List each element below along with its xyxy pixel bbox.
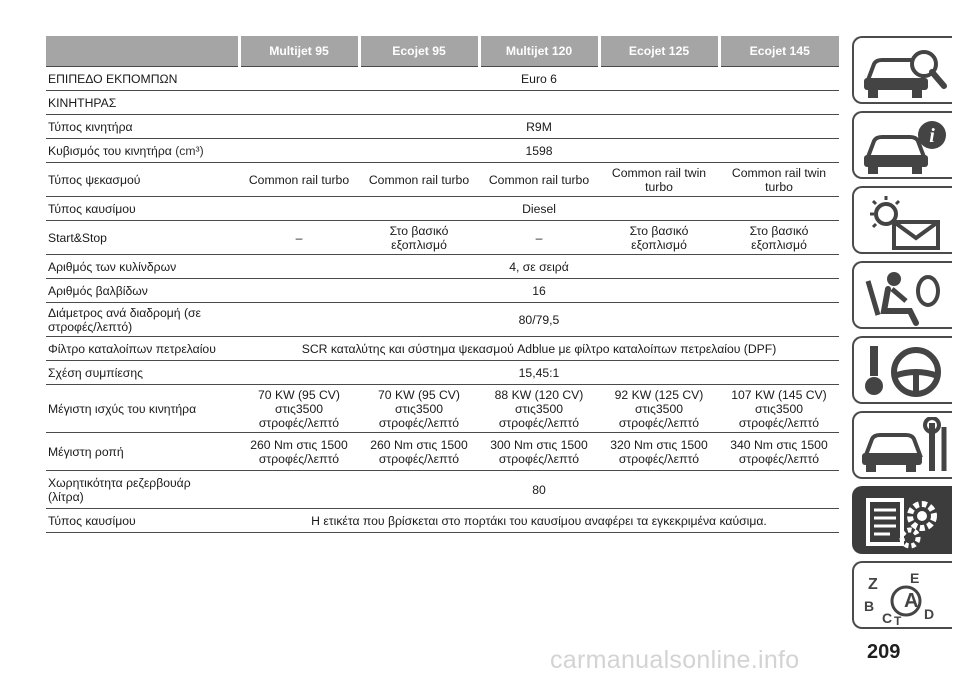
torque-at: στις: [296, 437, 318, 452]
power-rpm: 3500: [295, 401, 324, 416]
torque-unit: στροφές/λεπτό: [618, 451, 700, 466]
row-label: ΚΙΝΗΤΗΡΑΣ: [46, 91, 239, 115]
cell-power: [239, 385, 359, 433]
row-valves: [46, 279, 839, 303]
row-label-cell: [46, 303, 239, 337]
row-value: R9M: [239, 115, 839, 139]
cell-value: –: [239, 221, 359, 255]
torque-unit: στροφές/λεπτό: [258, 451, 340, 466]
cell-value: Στο βασικό εξοπλισμό: [359, 221, 479, 255]
row-bore-stroke: [46, 303, 839, 337]
tab-car-info[interactable]: [852, 111, 952, 179]
torque-at: στις: [416, 437, 438, 452]
cell-value: Common rail twin turbo: [719, 163, 839, 197]
svg-text:Z: Z: [868, 576, 878, 593]
header-multijet-95: Multijet 95: [239, 36, 359, 67]
torque-rpm: 1500: [560, 437, 588, 452]
cell-power: [719, 385, 839, 433]
row-max-torque: [46, 433, 839, 471]
row-label-unit: (λίτρα): [48, 489, 84, 504]
row-injection-type: [46, 163, 839, 197]
power-unit: στροφές/λεπτό: [618, 415, 700, 430]
page-number: 209: [867, 641, 901, 663]
power-rpm: 3500: [535, 401, 564, 416]
row-label: Μέγιστη ισχύς του κινητήρα: [46, 385, 239, 433]
cell-value: Στο βασικό εξοπλισμό: [599, 221, 719, 255]
header-ecojet-95: Ecojet 95: [359, 36, 479, 67]
power-value: 70 KW (95 CV): [378, 387, 460, 402]
row-label-unit: (σε στροφές/λεπτό): [48, 305, 201, 334]
header-ecojet-145: Ecojet 145: [719, 36, 839, 67]
torque-value: 300 Nm: [490, 437, 533, 452]
row-label: Αριθμός των κυλίνδρων: [46, 255, 239, 279]
power-at: στις: [514, 401, 536, 416]
power-at: στις: [394, 401, 416, 416]
dpf-part: (DPF): [743, 341, 777, 356]
key-steering-icon: [860, 342, 950, 402]
power-at: στις: [274, 401, 296, 416]
torque-value: 260 Nm: [370, 437, 413, 452]
power-at: στις: [754, 401, 776, 416]
power-unit: στροφές/λεπτό: [738, 415, 820, 430]
torque-unit: στροφές/λεπτό: [378, 451, 460, 466]
power-at: στις: [634, 401, 656, 416]
svg-text:T: T: [894, 614, 902, 627]
row-label: Σχέση συμπίεσης: [46, 361, 239, 385]
cell-power: [599, 385, 719, 433]
cell-value: Common rail turbo: [359, 163, 479, 197]
power-value: 107 KW (145 CV): [731, 387, 827, 402]
row-label: Κυβισμός του κινητήρα: [48, 143, 172, 158]
torque-unit: στροφές/λεπτό: [738, 451, 820, 466]
technical-specs-table: [46, 36, 839, 533]
row-label: Φίλτρο καταλοίπων πετρελαίου: [46, 337, 239, 361]
header-multijet-120: Multijet 120: [479, 36, 599, 67]
torque-unit: στροφές/λεπτό: [498, 451, 580, 466]
car-search-icon: [860, 42, 950, 102]
tab-key-steering[interactable]: [852, 336, 952, 404]
power-value: 70 KW (95 CV): [258, 387, 340, 402]
row-label: Τύπος καυσίμου: [46, 197, 239, 221]
dpf-part: SCR: [301, 341, 328, 356]
car-info-icon: [860, 117, 950, 177]
cell-power: [359, 385, 479, 433]
cell-power: [479, 385, 599, 433]
torque-value: 340 Nm: [730, 437, 773, 452]
row-label: Αριθμός βαλβίδων: [46, 279, 239, 303]
power-value: 88 KW (120 CV): [494, 387, 584, 402]
chapter-tabs: [852, 36, 960, 636]
svg-text:B: B: [864, 598, 875, 614]
row-value-number: 4,: [509, 259, 520, 274]
warning-lights-icon: [860, 192, 950, 252]
row-value-cell: [239, 337, 839, 361]
power-rpm: 3500: [775, 401, 804, 416]
airbag-seat-icon: [860, 267, 950, 327]
row-label: Start&Stop: [46, 221, 239, 255]
row-start-stop: [46, 221, 839, 255]
power-unit: στροφές/λεπτό: [378, 415, 460, 430]
dpf-part: Adblue: [517, 341, 556, 356]
power-rpm: 3500: [415, 401, 444, 416]
cell-torque: [359, 433, 479, 471]
row-value: Η ετικέτα που βρίσκεται στο πορτάκι του καυσίμου αναφέρει τα εγκεκριμένα καύσιμα.: [239, 509, 839, 533]
tab-car-search[interactable]: [852, 36, 952, 104]
row-label: Τύπος κινητήρα: [46, 115, 239, 139]
power-value: 92 KW (125 CV): [614, 387, 704, 402]
cell-value: –: [479, 221, 599, 255]
tab-airbag-seat[interactable]: [852, 261, 952, 329]
torque-value: 260 Nm: [250, 437, 293, 452]
row-max-power: [46, 385, 839, 433]
svg-text:C: C: [882, 610, 893, 626]
row-engine-heading: [46, 91, 839, 115]
power-unit: στροφές/λεπτό: [258, 415, 340, 430]
row-tank-capacity: [46, 471, 839, 509]
row-label-cell: [46, 139, 239, 163]
dpf-part: καταλύτης και σύστημα ψεκασμού: [330, 341, 514, 356]
power-rpm: 3500: [655, 401, 684, 416]
cell-value: Στο βασικό εξοπλισμό: [719, 221, 839, 255]
svg-text:i: i: [929, 125, 935, 147]
tab-technical-specs[interactable]: [852, 486, 952, 554]
cell-torque: [239, 433, 359, 471]
row-displacement: [46, 139, 839, 163]
svg-text:A: A: [904, 590, 919, 612]
car-tools-icon: [860, 417, 950, 477]
cell-value: Common rail turbo: [239, 163, 359, 197]
tab-warning-lights[interactable]: [852, 186, 952, 254]
row-fuel: [46, 197, 839, 221]
row-label: ΕΠΙΠΕΔΟ ΕΚΠΟΜΠΩΝ: [46, 67, 239, 91]
row-value-cell: [239, 255, 839, 279]
row-label: Τύπος καυσίμου: [46, 509, 239, 533]
row-label-unit: (cm³): [175, 143, 204, 158]
row-value: Diesel: [239, 197, 839, 221]
svg-text:D: D: [924, 606, 935, 622]
header-ecojet-125: Ecojet 125: [599, 36, 719, 67]
row-label-cell: [46, 471, 239, 509]
row-value: 16: [239, 279, 839, 303]
row-label: Τύπος ψεκασμού: [46, 163, 239, 197]
watermark: carmanualsonline.info: [550, 646, 800, 674]
tab-car-tools[interactable]: [852, 411, 952, 479]
row-value-text: σε σειρά: [522, 259, 569, 274]
row-fuel-type-note: [46, 509, 839, 533]
header-row: [46, 36, 839, 67]
cell-torque: [479, 433, 599, 471]
row-value: 15,45:1: [239, 361, 839, 385]
row-compression: [46, 361, 839, 385]
torque-at: στις: [656, 437, 678, 452]
cell-torque: [719, 433, 839, 471]
row-value: Euro 6: [239, 67, 839, 91]
torque-at: στις: [536, 437, 558, 452]
cell-value: Common rail twin turbo: [599, 163, 719, 197]
row-dpf: [46, 337, 839, 361]
specs-gear-icon: [860, 492, 950, 552]
row-engine-type: [46, 115, 839, 139]
torque-rpm: 1500: [320, 437, 348, 452]
row-cylinders: [46, 255, 839, 279]
row-value: 1598: [239, 139, 839, 163]
torque-rpm: 1500: [440, 437, 468, 452]
tab-index[interactable]: [852, 561, 952, 629]
row-emissions: [46, 67, 839, 91]
header-blank: [46, 36, 239, 67]
torque-value: 320 Nm: [610, 437, 653, 452]
row-label: Μέγιστη ροπή: [46, 433, 239, 471]
row-value: 80/79,5: [239, 303, 839, 337]
torque-rpm: 1500: [800, 437, 828, 452]
cell-torque: [599, 433, 719, 471]
torque-rpm: 1500: [680, 437, 708, 452]
row-value: 80: [239, 471, 839, 509]
row-label: Χωρητικότητα ρεζερβουάρ: [48, 475, 191, 490]
row-label: Διάμετρος ανά διαδρομή: [48, 305, 181, 320]
torque-at: στις: [776, 437, 798, 452]
svg-text:E: E: [910, 570, 920, 586]
index-letters-icon: [860, 567, 950, 627]
dpf-part: με φίλτρο καταλοίπων πετρελαίου: [558, 341, 741, 356]
power-unit: στροφές/λεπτό: [498, 415, 580, 430]
cell-value: Common rail turbo: [479, 163, 599, 197]
